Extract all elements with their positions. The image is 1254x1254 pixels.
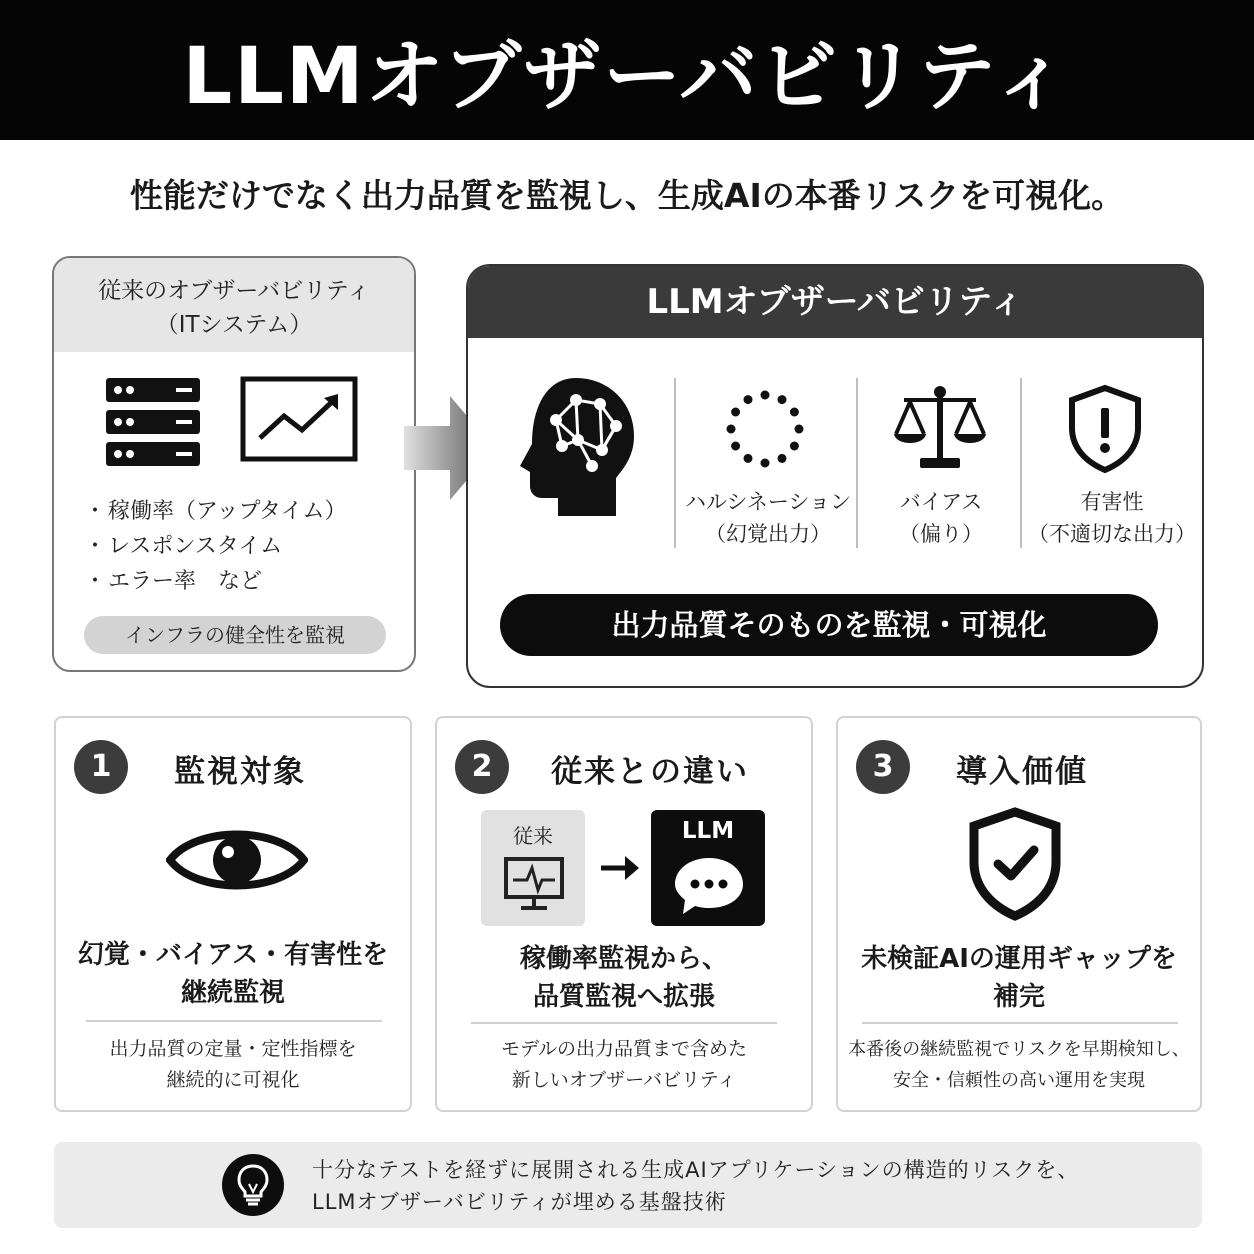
item-label: 有害性 xyxy=(1080,490,1144,514)
card-title: 従来との違い xyxy=(551,754,749,790)
card-main-text xyxy=(437,940,811,1016)
number-badge: 2 xyxy=(455,740,509,794)
item-sublabel: （幻覚出力） xyxy=(705,522,831,546)
text-line: 幻覚・バイアス・有害性を xyxy=(77,940,389,970)
text-line: 継続監視 xyxy=(180,978,285,1008)
card-difference xyxy=(435,716,813,1112)
arrow-right-icon xyxy=(599,854,641,882)
traditional-observability-panel xyxy=(52,256,416,672)
page-subtitle: 性能だけでなく出力品質を監視し、生成AIの本番リスクを可視化。 xyxy=(129,176,1125,215)
traditional-panel-header xyxy=(54,258,414,352)
scales-icon xyxy=(892,386,988,472)
traditional-metrics-list xyxy=(84,494,347,599)
number-badge: 3 xyxy=(856,740,910,794)
text-line: 品質監視へ拡張 xyxy=(532,982,715,1012)
dotted-circle-icon xyxy=(726,390,804,468)
traditional-title-sub: （ITシステム） xyxy=(155,312,313,338)
text-line: 安全・信頼性の高い運用を実現 xyxy=(893,1070,1145,1091)
item-label: ハルシネーション xyxy=(684,490,851,514)
item-label: バイアス xyxy=(899,490,983,514)
output-quality-pill: 出力品質そのものを監視・可視化 xyxy=(500,594,1158,656)
chat-bubble-icon xyxy=(673,854,745,916)
text-line: 出力品質の定量・定性指標を xyxy=(109,1038,357,1060)
tile-label: LLM xyxy=(681,818,735,844)
infra-health-pill: インフラの健全性を監視 xyxy=(84,616,386,654)
page-title: LLMオブザーバビリティ xyxy=(182,32,1072,122)
hallucination-label xyxy=(680,486,856,550)
text-line: 継続的に可視化 xyxy=(166,1069,300,1091)
divider xyxy=(471,1022,777,1024)
title-banner xyxy=(0,0,1254,140)
text-line: 補完 xyxy=(992,982,1045,1012)
card-monitoring-target xyxy=(54,716,412,1112)
divider xyxy=(86,1020,382,1022)
divider xyxy=(862,1022,1178,1024)
card-sub-text xyxy=(838,1034,1200,1096)
heartbeat-monitor-icon xyxy=(503,856,565,912)
warning-shield-icon xyxy=(1066,384,1144,474)
list-item: ・ 稼働率（アップタイム） xyxy=(84,494,347,529)
text-line: 未検証AIの運用ギャップを xyxy=(861,944,1177,974)
server-rack-icon xyxy=(104,376,202,468)
card-sub-text xyxy=(56,1034,410,1096)
bias-label xyxy=(862,486,1020,550)
line-chart-monitor-icon xyxy=(240,376,358,462)
shield-check-icon xyxy=(966,806,1064,922)
llm-panel-header: LLMオブザーバビリティ xyxy=(468,266,1202,338)
text-line: 十分なテストを経ずに展開される生成AIアプリケーションの構造的リスクを、 xyxy=(312,1158,1080,1182)
card-title: 監視対象 xyxy=(174,754,306,790)
toxicity-label xyxy=(1024,486,1200,550)
list-item: ・ エラー率 など xyxy=(84,564,347,599)
item-sublabel: （偏り） xyxy=(899,522,983,546)
card-main-text xyxy=(56,936,410,1012)
text-line: LLMオブザーバビリティが埋める基盤技術 xyxy=(312,1190,727,1214)
number-badge: 1 xyxy=(74,740,128,794)
item-sublabel: （不適切な出力） xyxy=(1028,522,1196,546)
card-main-text xyxy=(838,940,1200,1016)
text-line: モデルの出力品質まで含めた xyxy=(500,1038,748,1060)
lightbulb-icon xyxy=(222,1154,284,1216)
text-line: 本番後の継続監視でリスクを早期検知し、 xyxy=(848,1039,1190,1060)
traditional-title: 従来のオブザーバビリティ xyxy=(98,278,370,304)
tile-label: 従来 xyxy=(513,824,553,848)
footer-note xyxy=(54,1142,1202,1228)
card-value xyxy=(836,716,1202,1112)
eye-icon xyxy=(166,822,308,898)
footer-text xyxy=(312,1154,1079,1218)
llm-observability-panel xyxy=(466,264,1204,688)
text-line: 新しいオブザーバビリティ xyxy=(511,1069,737,1091)
llm-tile xyxy=(651,810,765,926)
text-line: 稼働率監視から、 xyxy=(519,944,728,974)
divider xyxy=(856,378,858,548)
card-sub-text xyxy=(437,1034,811,1096)
card-title: 導入価値 xyxy=(956,754,1088,790)
ai-brain-head-icon xyxy=(518,374,638,518)
traditional-monitor-tile xyxy=(481,810,585,926)
divider xyxy=(674,378,676,548)
divider xyxy=(1020,378,1022,548)
list-item: ・ レスポンスタイム xyxy=(84,529,347,564)
